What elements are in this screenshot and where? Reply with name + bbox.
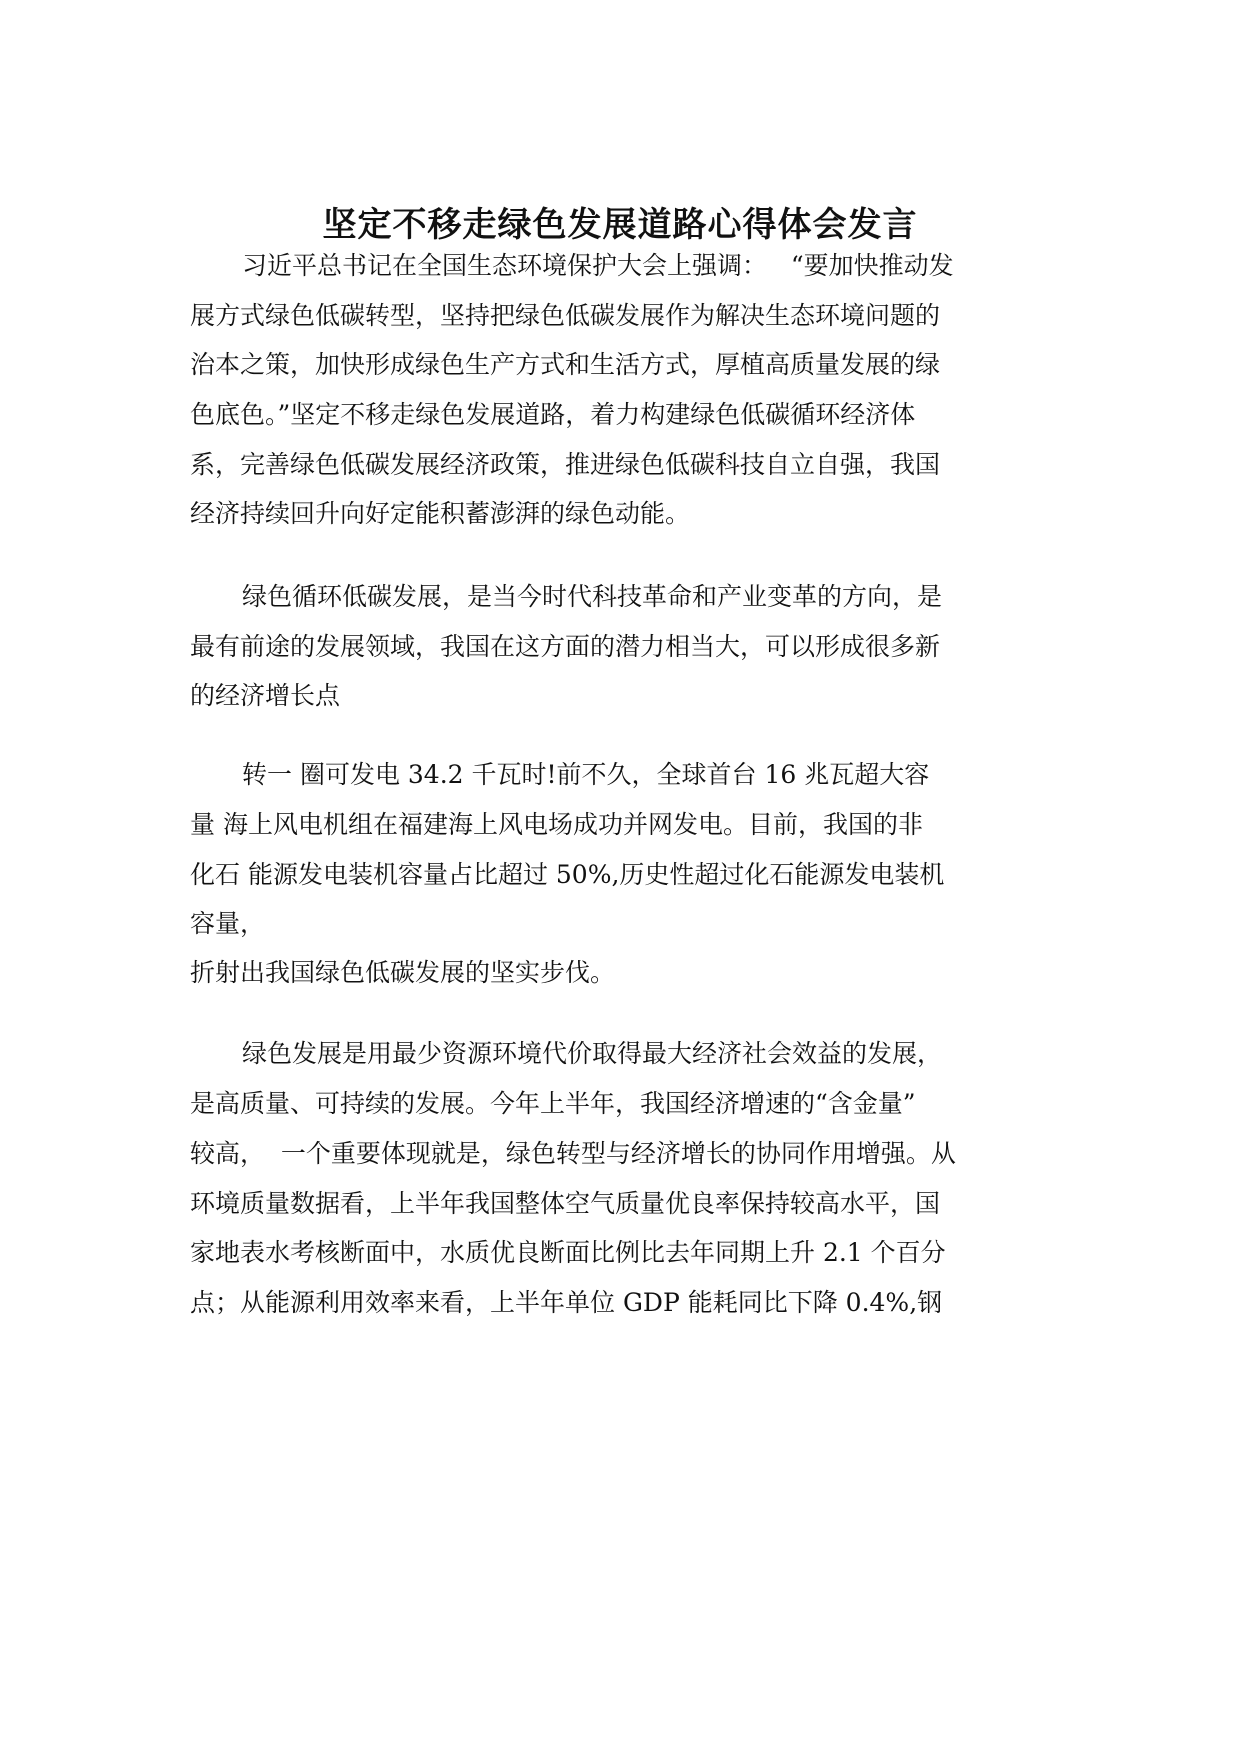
paragraph-line: 绿色发展是用最少资源环境代价取得最大经济社会效益的发展， bbox=[242, 1039, 943, 1068]
document-title: 坚定不移走绿色发展道路心得体会发言 bbox=[322, 204, 918, 245]
paragraph-line: 的经济增长点 bbox=[190, 681, 341, 710]
paragraph-line: 是高质量、可持续的发展。今年上半年，我国经济增速的“含金量” bbox=[190, 1089, 916, 1118]
paragraph-line: 治本之策，加快形成绿色生产方式和生活方式，厚植高质量发展的绿 bbox=[190, 350, 941, 379]
paragraph-line: 最有前途的发展领域，我国在这方面的潜力相当大，可以形成很多新 bbox=[190, 632, 941, 661]
paragraph-line: 家地表水考核断面中，水质优良断面比例比去年同期上升 2.1 个百分 bbox=[190, 1238, 946, 1267]
paragraph-line: 习近平总书记在全国生态环境保护大会上强调： “要加快推动发 bbox=[242, 251, 954, 280]
paragraph-line: 系，完善绿色低碳发展经济政策，推进绿色低碳科技自立自强，我国 bbox=[190, 450, 941, 479]
paragraph-line: 折射出我国绿色低碳发展的坚实步伐。 bbox=[190, 958, 616, 987]
paragraph-line: 经济持续回升向好定能积蓄澎湃的绿色动能。 bbox=[190, 499, 691, 528]
paragraph-line: 环境质量数据看，上半年我国整体空气质量优良率保持较高水平，国 bbox=[190, 1189, 941, 1218]
paragraph-line: 点；从能源利用效率来看，上半年单位 GDP 能耗同比下降 0.4%,钢 bbox=[190, 1288, 943, 1317]
paragraph-line: 较高， 一个重要体现就是，绿色转型与经济增长的协同作用增强。从 bbox=[190, 1139, 956, 1168]
paragraph-line: 量 海上风电机组在福建海上风电场成功并网发电。目前，我国的非 bbox=[190, 810, 923, 839]
paragraph-line: 容量， bbox=[190, 909, 266, 938]
paragraph-line: 转一 圈可发电 34.2 千瓦时!前不久，全球首台 16 兆瓦超大容 bbox=[242, 760, 930, 789]
paragraph-line: 化石 能源发电装机容量占比超过 50%,历史性超过化石能源发电装机 bbox=[190, 860, 945, 889]
paragraph-line: 色底色。”坚定不移走绿色发展道路，着力构建绿色低碳循环经济体 bbox=[190, 400, 916, 429]
paragraph-line: 展方式绿色低碳转型，坚持把绿色低碳发展作为解决生态环境问题的 bbox=[190, 301, 941, 330]
paragraph-line: 绿色循环低碳发展，是当今时代科技革命和产业变革的方向，是 bbox=[242, 582, 943, 611]
